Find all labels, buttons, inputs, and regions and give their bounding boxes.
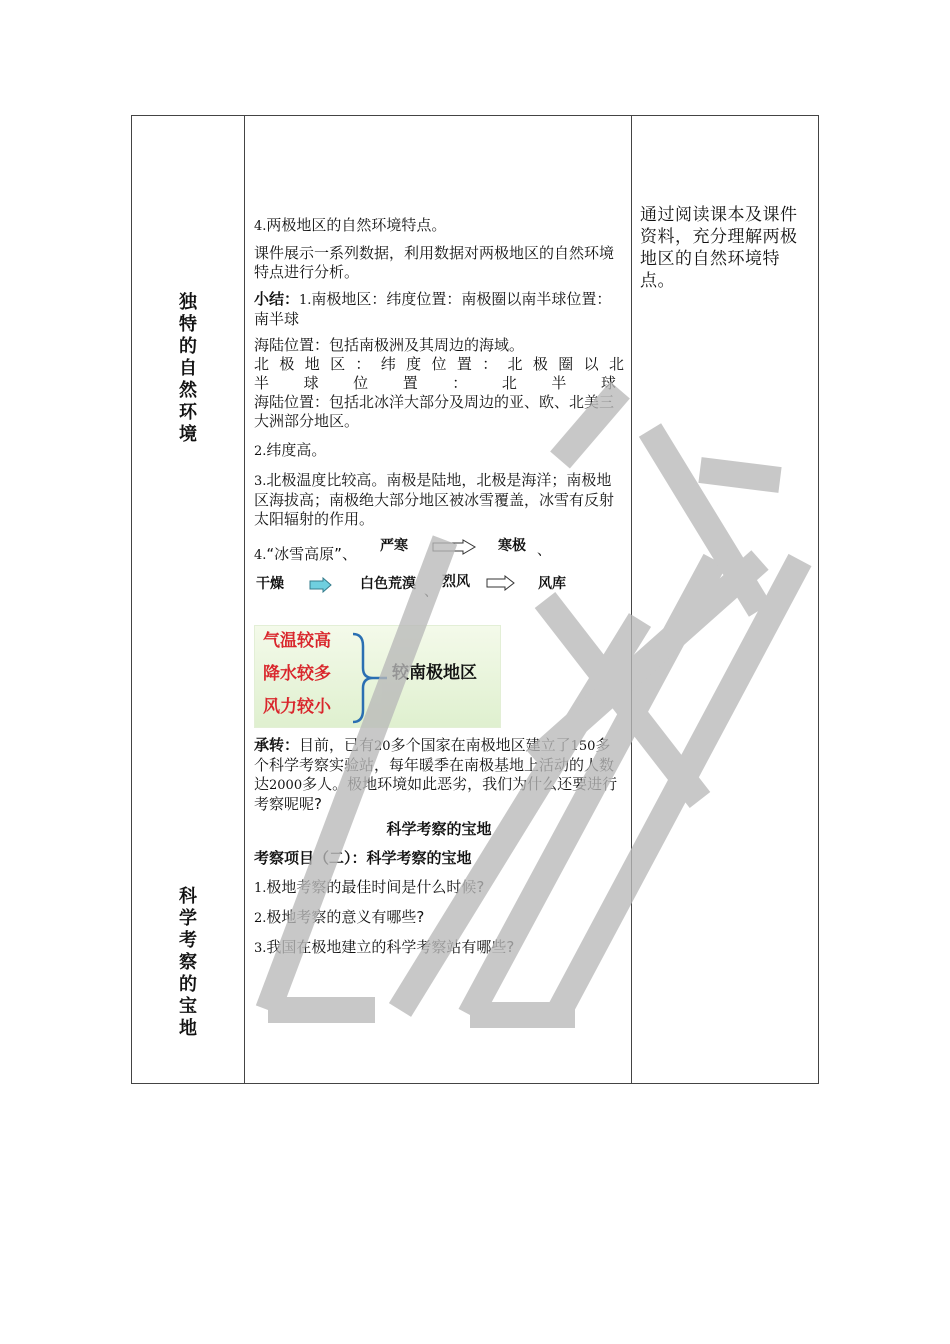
design-intent-text: 通过阅读课本及课件资料，充分理解两极地区的自然环境特点。	[640, 205, 798, 291]
north-pole-line1: 北极地区：纬度位置：北极圈以北	[254, 355, 624, 373]
arrow-icon	[486, 575, 516, 591]
question-3: 3.我国在极地建立的科学考察站有哪些?	[254, 938, 515, 956]
column-divider	[631, 116, 632, 1083]
lesson-table	[131, 115, 819, 1084]
separator: 、	[537, 543, 551, 559]
row-label-research-treasure: 科 学 考 察 的 宝 地	[179, 886, 197, 1039]
comparison-line: 风力较小	[263, 697, 331, 717]
comparison-line: 降水较多	[263, 664, 331, 684]
keyword: 寒极	[498, 538, 526, 554]
transition-paragraph: 承转：目前，已有20多个国家在南极地区建立了150多个科学考察实验站，每年暖季在南极基地上活动的人数达2000多人。极地环境如此恶劣，我们为什么还要进行考察呢呢?	[254, 736, 618, 813]
arrow-icon	[309, 577, 333, 593]
arrow-icon	[431, 539, 477, 555]
north-pole-line3: 海陆位置：包括北冰洋大部分及周边的亚、欧、北美三大洲部分地区。	[254, 393, 615, 430]
question-1: 1.极地考察的最佳时间是什么时候?	[254, 878, 485, 896]
column-divider	[244, 116, 245, 1083]
keyword: 白色荒漠	[360, 576, 416, 592]
section-title: 科学考察的宝地	[386, 820, 492, 838]
row-label-unique-environment: 独 特 的 自 然 环 境	[179, 292, 197, 445]
comparison-graphic	[254, 625, 501, 728]
question-2: 2.极地考察的意义有哪些?	[254, 908, 425, 926]
intro-paragraph: 课件展示一系列数据，利用数据对两极地区的自然环境特点进行分析。	[254, 244, 615, 281]
keyword: 烈风	[442, 574, 470, 590]
point-2: 2.纬度高。	[254, 441, 327, 459]
comparison-line: 气温较高	[263, 631, 331, 651]
keyword-flow	[254, 537, 624, 621]
comparison-result: 较南极地区	[392, 663, 477, 683]
lesson-content	[254, 216, 624, 958]
north-pole-line2: 半球位置：北半球	[254, 374, 624, 392]
separator: 、	[424, 584, 438, 600]
point-4: 4.“冰雪高原”、	[254, 545, 357, 563]
keyword: 严寒	[380, 538, 408, 554]
item-4-heading: 4.两极地区的自然环境特点。	[254, 216, 447, 234]
keyword: 干燥	[256, 576, 284, 592]
sea-land-paragraph: 海陆位置：包括南极洲及其周边的海域。	[254, 336, 525, 354]
brace-icon	[349, 632, 389, 724]
project-title: 考察项目（二）：科学考察的宝地	[254, 849, 472, 867]
summary-paragraph: 小结：1.南极地区：纬度位置：南极圈以南半球位置：南半球	[254, 290, 612, 328]
keyword: 风库	[538, 576, 566, 592]
point-3: 3.北极温度比较高。南极是陆地，北极是海洋；南极地区海拔高；南极绝大部分地区被冰雪覆盖，冰雪有反射太阳辐射的作用。	[254, 471, 615, 528]
